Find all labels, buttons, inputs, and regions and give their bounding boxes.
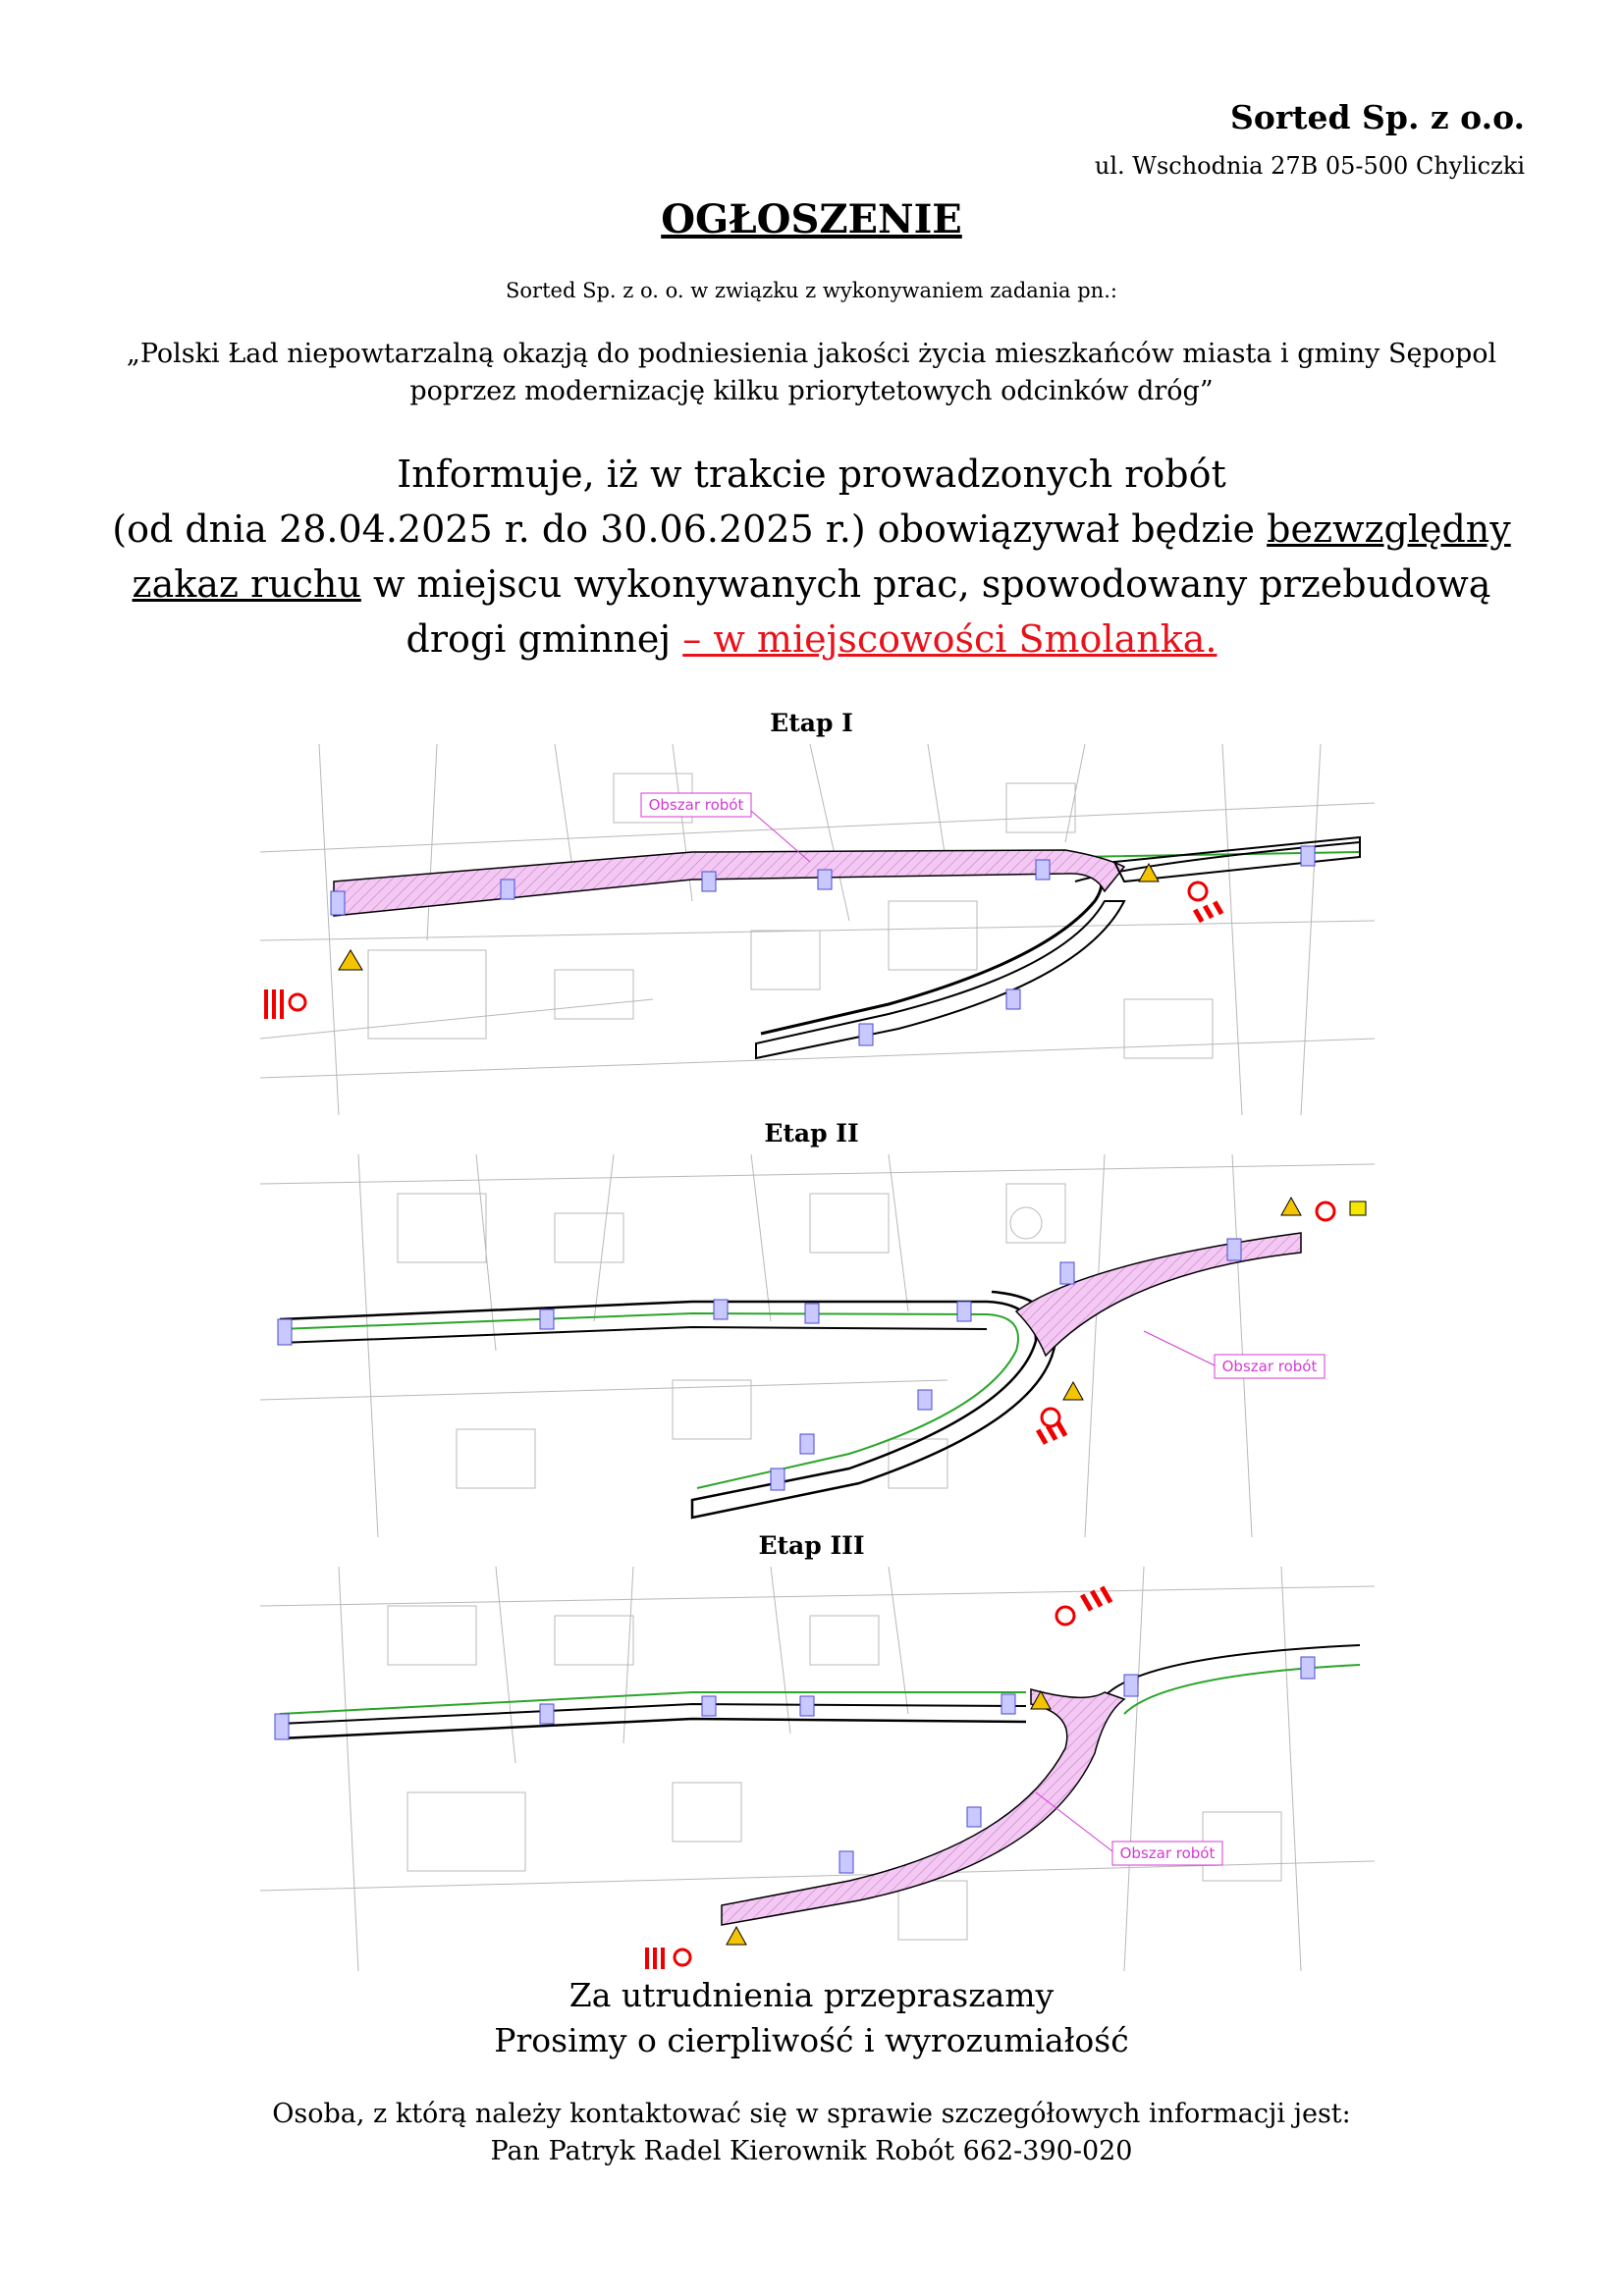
contact-info [0, 2096, 1623, 2170]
info-line-2 [59, 502, 1564, 557]
info-block [59, 447, 1564, 667]
warning-sign-icon [339, 950, 362, 970]
info-emphasis-absolute: bezwzględny [1267, 507, 1511, 551]
intro-text: Sorted Sp. z o. o. w związku z wykonywaniem zadania pn.: [506, 279, 1117, 302]
stage-1-map [260, 744, 1375, 1115]
stage-3-map-label: Obszar robót [1119, 1844, 1216, 1862]
stage-3-map [260, 1567, 1375, 1971]
warning-sign-icon [1063, 1382, 1083, 1400]
warning-sign-icon [1281, 1198, 1301, 1215]
task-line-1: „Polski Ład niepowtarzalną okazją do podniesienia jakości życia mieszkańców miasta i gminy Sępopol [126, 339, 1497, 369]
info-emphasis-ban: zakaz ruchu [132, 562, 361, 606]
info-line-4-text: drogi gminnej [406, 617, 683, 661]
closing-message [0, 1973, 1623, 2063]
info-line-3 [59, 557, 1564, 612]
warning-sign-icon [727, 1927, 746, 1945]
road-closed-sign-icon [264, 989, 305, 1019]
stage-1-map-label: Obszar robót [648, 796, 744, 814]
road-closed-sign-icon [1317, 1201, 1366, 1220]
contact-line-1: Osoba, z którą należy kontaktować się w sprawie szczegółowych informacji jest: [272, 2099, 1351, 2129]
info-line-2-text: (od dnia 28.04.2025 r. do 30.06.2025 r.) obowiązywał będzie [112, 507, 1268, 551]
info-line-3-text: w miejscu wykonywanych prac, spowodowany przebudową [360, 562, 1491, 606]
info-line-1: Informuje, iż w trakcie prowadzonych robót [397, 453, 1226, 496]
road-closed-sign-icon [1189, 882, 1223, 923]
stage-1-label: Etap I [770, 709, 853, 737]
stage-2-label: Etap II [764, 1119, 859, 1148]
company-name: Sorted Sp. z o.o. [1230, 98, 1525, 136]
stage-2-map [260, 1154, 1375, 1537]
announcement-title: OGŁOSZENIE [661, 196, 962, 242]
road-closed-sign-icon [645, 1948, 690, 1969]
task-name [79, 336, 1544, 410]
road-closed-sign-icon [1036, 1409, 1067, 1445]
stage-3-label: Etap III [758, 1531, 865, 1560]
task-line-2: poprzez modernizację kilku priorytetowych odcinków dróg” [409, 376, 1214, 406]
info-line-4 [59, 612, 1564, 667]
company-address: ul. Wschodnia 27B 05-500 Chyliczki [1094, 152, 1525, 180]
info-location: – w miejscowości Smolanka. [682, 617, 1217, 661]
stage-2-map-label: Obszar robót [1221, 1358, 1318, 1375]
contact-line-2: Pan Patryk Radel Kierownik Robót 662-390-020 [490, 2136, 1133, 2166]
closing-line-2: Prosimy o cierpliwość i wyrozumiałość [494, 2021, 1129, 2059]
closing-line-1: Za utrudnienia przepraszamy [568, 1976, 1055, 2014]
